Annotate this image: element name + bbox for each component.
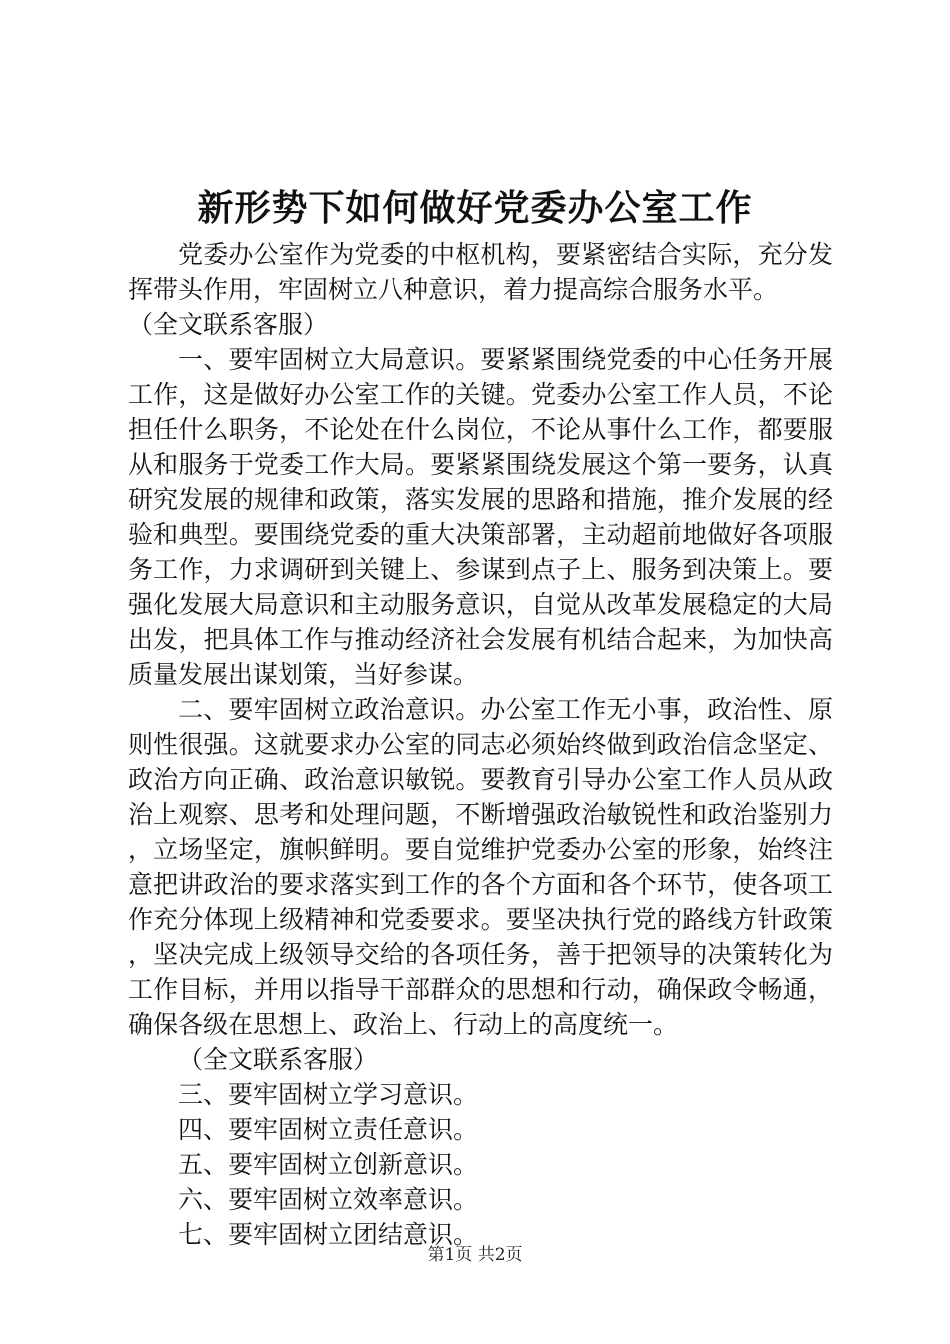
- page-number-footer: 第1页 共2页: [427, 1245, 523, 1265]
- paragraph-contact-note-2: （全文联系客服）: [178, 1045, 379, 1074]
- document-title: 新形势下如何做好党委办公室工作: [197, 187, 753, 229]
- paragraph-contact-note: （全文联系客服）: [128, 310, 329, 339]
- paragraph-section-2: 二、要牢固树立政治意识。办公室工作无小事，政治性、原则性很强。这就要求办公室的同志必须始终做到政治信念坚定、政治方向正确、政治意识敏锐。要教育引导办公室工作人员从政治上观察、思考和处理问题，不断增强政治敏锐性和政治鉴别力，立场坚定，旗帜鲜明。要自觉维护党委办公室的形象，始终注意把讲政治的要求落实到工作的各个方面和各个环节，使各项工作充分体现上级精神和党委要求。要坚决执行党的路线方针政策，坚决完成上级领导交给的各项任务，善于把领导的决策转化为工作目标，并用以指导干部群众的思想和行动，确保政令畅通，确保各级在思想上、政治上、行动上的高度统一。: [128, 695, 833, 1039]
- document-body: [128, 237, 833, 1252]
- paragraph-section-3: 三、要牢固树立学习意识。: [178, 1080, 479, 1109]
- paragraph-section-7: 七、要牢固树立团结意识。: [178, 1220, 479, 1249]
- paragraph-intro: 党委办公室作为党委的中枢机构，要紧密结合实际，充分发挥带头作用，牢固树立八种意识，着力提高综合服务水平。: [128, 240, 833, 304]
- paragraph-section-6: 六、要牢固树立效率意识。: [178, 1185, 479, 1214]
- paragraph-section-4: 四、要牢固树立责任意识。: [178, 1115, 479, 1144]
- paragraph-section-1: 一、要牢固树立大局意识。要紧紧围绕党委的中心任务开展工作，这是做好办公室工作的关键。党委办公室工作人员，不论担任什么职务，不论处在什么岗位，不论从事什么工作，都要服从和服务于党委工作大局。要紧紧围绕发展这个第一要务，认真研究发展的规律和政策，落实发展的思路和措施，推介发展的经验和典型。要围绕党委的重大决策部署，主动超前地做好各项服务工作，力求调研到关键上、参谋到点子上、服务到决策上。要强化发展大局意识和主动服务意识，自觉从改革发展稳定的大局出发，把具体工作与推动经济社会发展有机结合起来，为加快高质量发展出谋划策，当好参谋。: [128, 345, 833, 689]
- paragraph-section-5: 五、要牢固树立创新意识。: [178, 1150, 479, 1179]
